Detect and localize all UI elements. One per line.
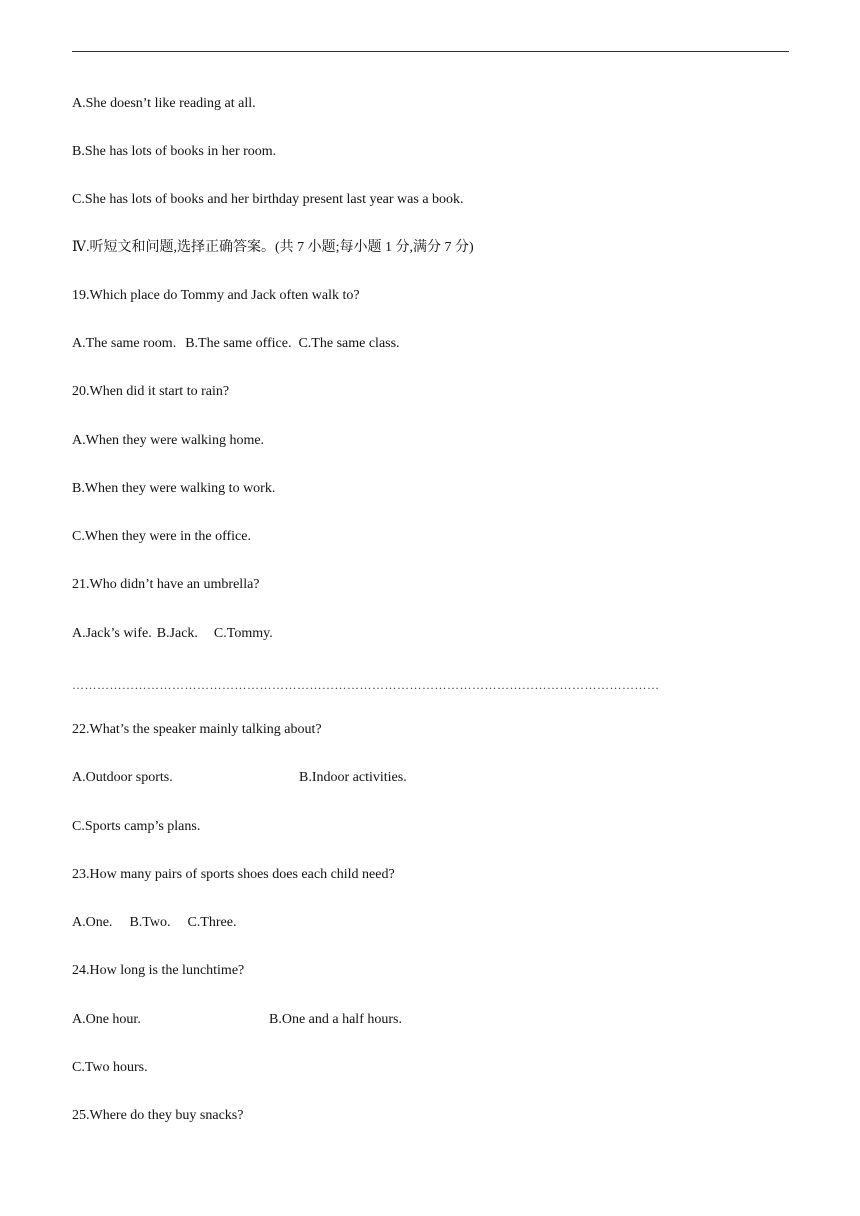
- question-22-option-c: C.Sports camp’s plans.: [72, 819, 201, 834]
- question-22-option-a: A.Outdoor sports.: [72, 770, 173, 785]
- question-24-option-c: C.Two hours.: [72, 1060, 148, 1075]
- question-25: 25.Where do they buy snacks?: [72, 1108, 244, 1123]
- header-rule: [72, 51, 789, 52]
- question-24-option-a: A.One hour.: [72, 1012, 141, 1027]
- question-21: 21.Who didn’t have an umbrella?: [72, 577, 260, 592]
- question-21-options: [72, 625, 273, 643]
- option-b: B.Jack.: [156, 626, 198, 641]
- question-19-options: [72, 335, 400, 353]
- question-24: 24.How long is the lunchtime?: [72, 963, 245, 978]
- question-22: 22.What’s the speaker mainly talking about?: [72, 722, 322, 737]
- question-23: 23.How many pairs of sports shoes does each child need?: [72, 867, 395, 882]
- question-24-option-b: B.One and a half hours.: [269, 1012, 402, 1027]
- option-a: A.One.: [72, 915, 113, 930]
- question-20-option-b: B.When they were walking to work.: [72, 481, 276, 496]
- option-b: B.She has lots of books in her room.: [72, 144, 277, 159]
- section-heading: Ⅳ.听短文和问题,选择正确答案。(共 7 小题;每小题 1 分,满分 7 分): [72, 240, 474, 255]
- dotted-separator: ……………………………………………………………………………………………………………………………: [72, 678, 660, 692]
- option-a: A.Jack’s wife.: [72, 626, 152, 641]
- option-a: A.She doesn’t like reading at all.: [72, 96, 256, 111]
- question-20-option-c: C.When they were in the office.: [72, 529, 251, 544]
- question-20: 20.When did it start to rain?: [72, 384, 230, 399]
- question-19: 19.Which place do Tommy and Jack often walk to?: [72, 288, 360, 303]
- option-b: B.Two.: [129, 915, 171, 930]
- option-c: C.Tommy.: [213, 626, 273, 641]
- option-c: C.She has lots of books and her birthday present last year was a book.: [72, 192, 464, 207]
- question-22-option-b: B.Indoor activities.: [299, 770, 407, 785]
- option-b: B.The same office.: [185, 336, 292, 351]
- option-a: A.The same room.: [72, 336, 177, 351]
- option-c: C.Three.: [187, 915, 237, 930]
- option-c: C.The same class.: [298, 336, 400, 351]
- question-23-options: [72, 914, 236, 932]
- question-20-option-a: A.When they were walking home.: [72, 433, 265, 448]
